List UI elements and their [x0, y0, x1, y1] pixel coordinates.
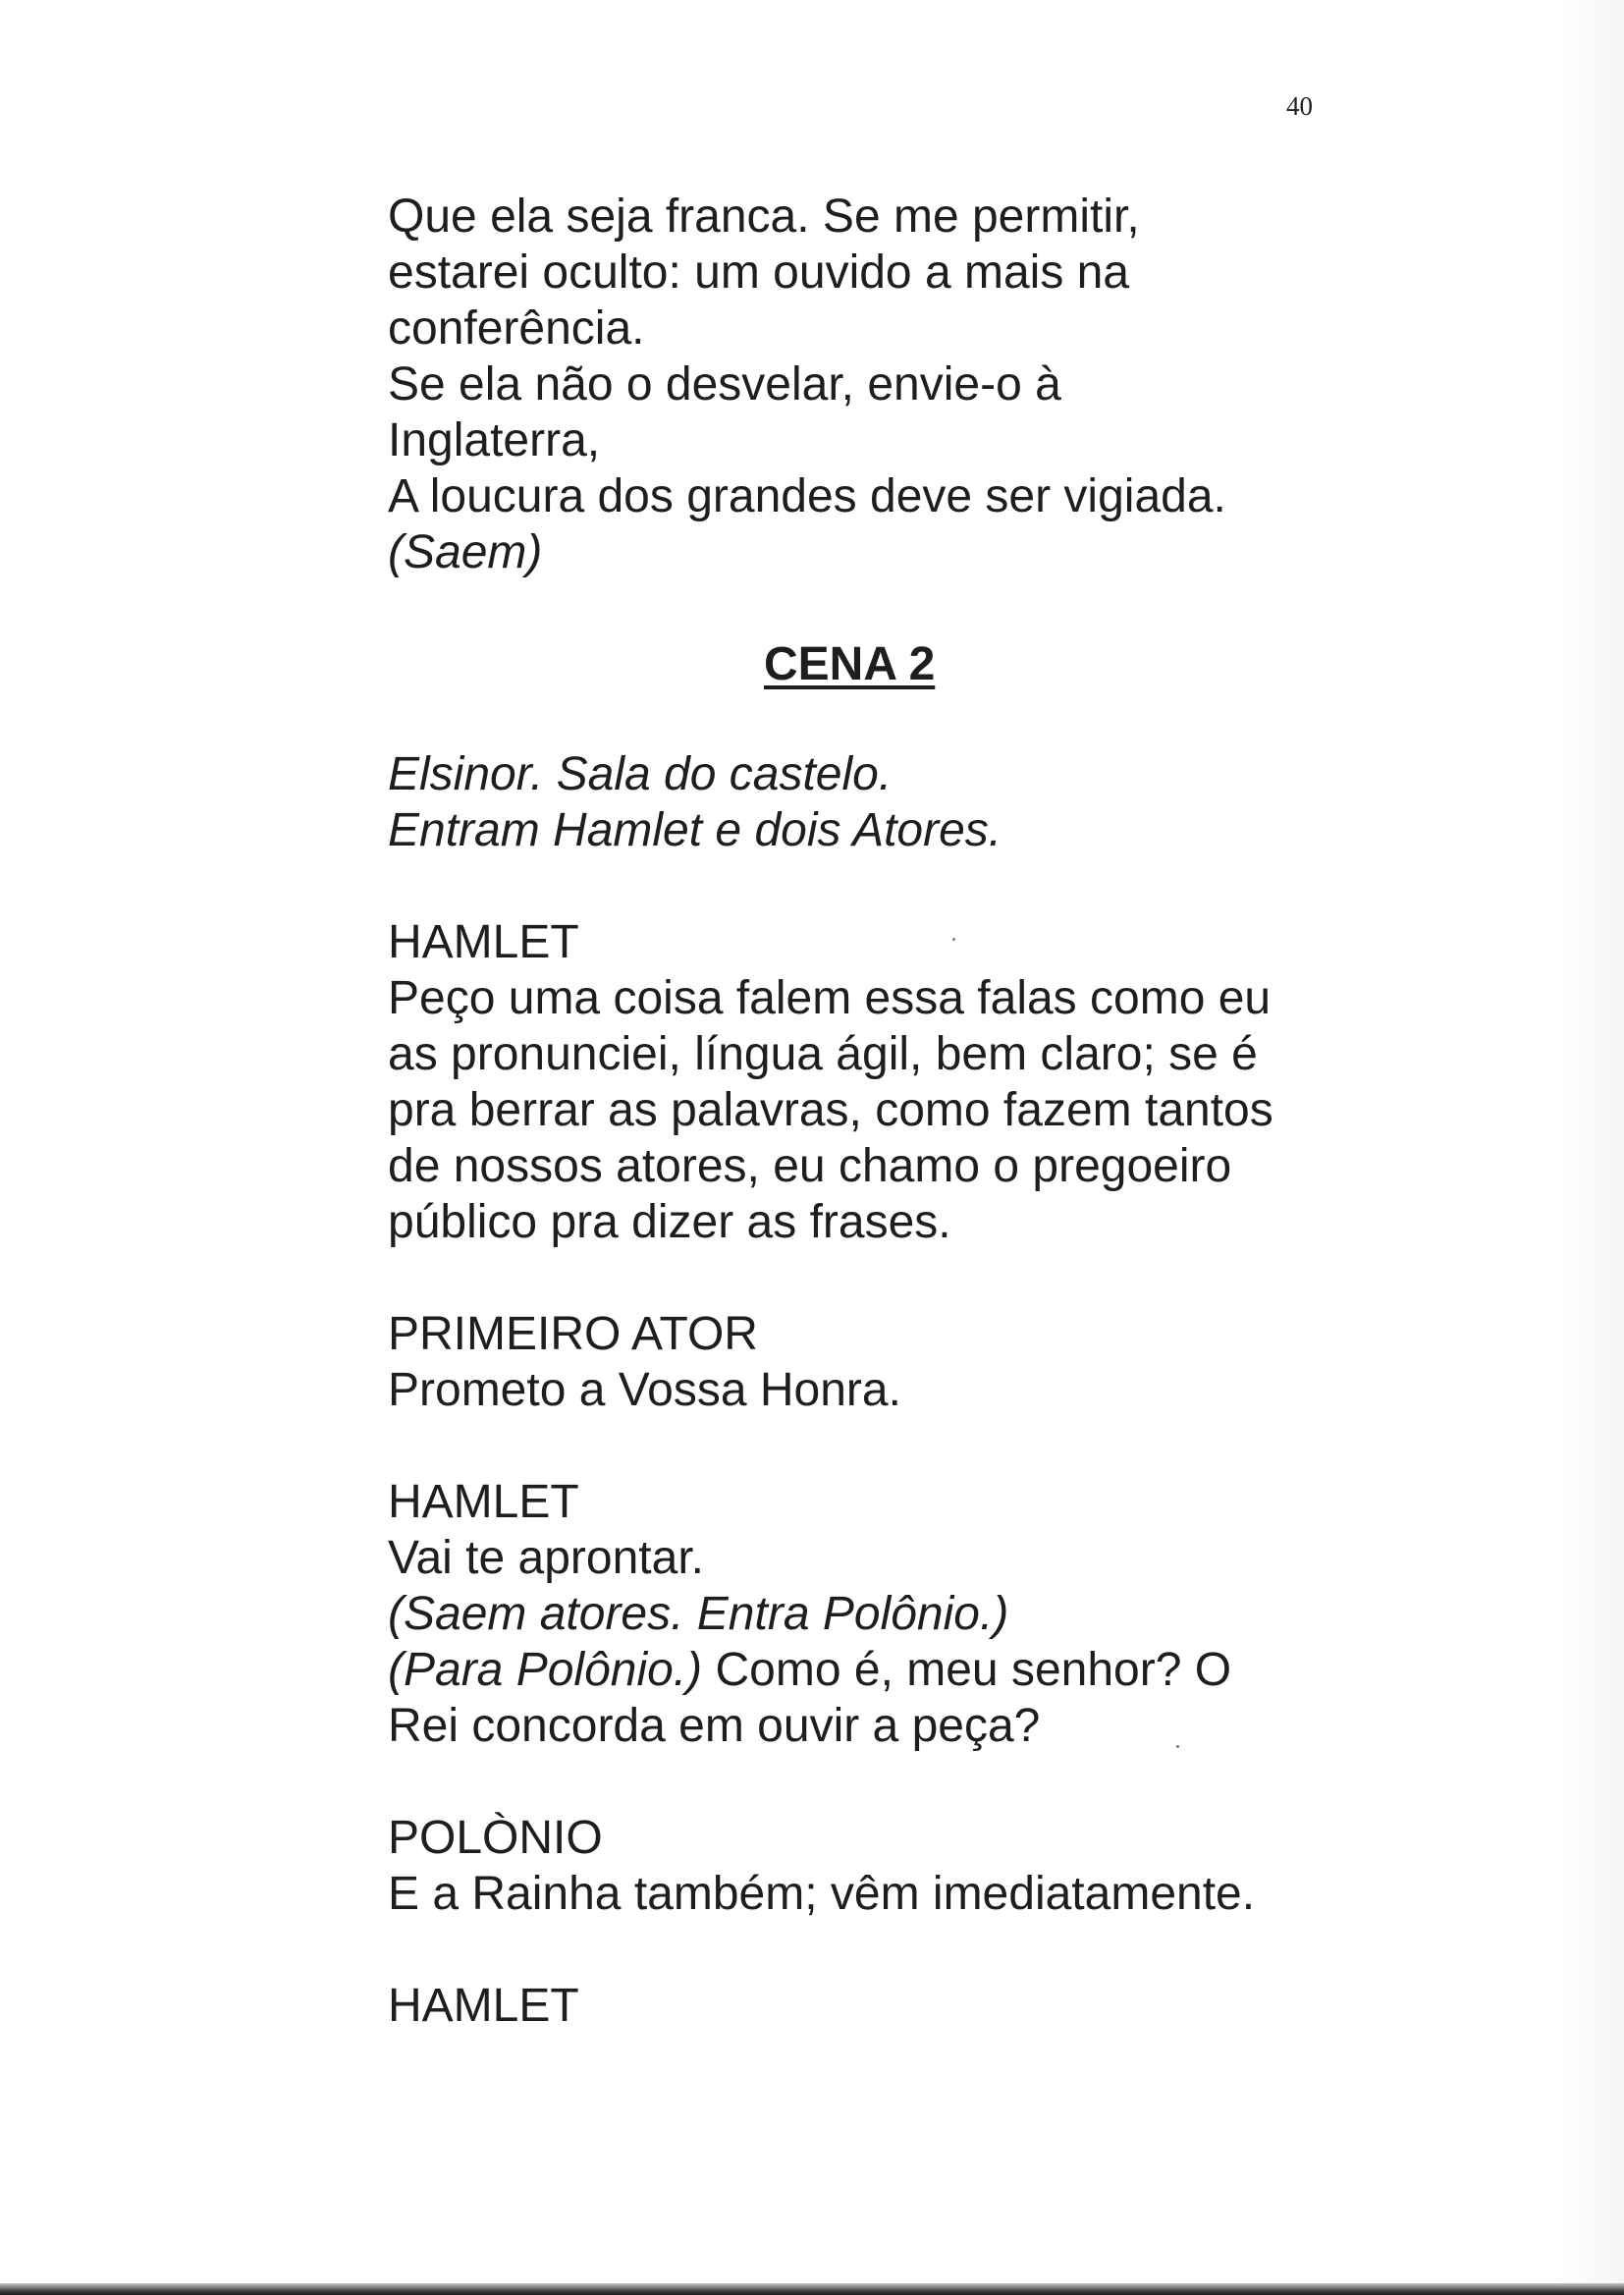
scene-title: CENA 2 — [764, 638, 936, 690]
setting-line: Elsinor. Sala do castelo. — [388, 748, 893, 800]
setting-line: Entram Hamlet e dois Atores. — [388, 804, 1002, 856]
speech-line: Rei concorda em ouvir a peça? — [388, 1700, 1041, 1752]
speech-line: de nossos atores, eu chamo o pregoeiro — [388, 1140, 1232, 1192]
speaker-name: HAMLET — [388, 916, 579, 968]
speech-line: Vai te aprontar. — [388, 1532, 704, 1584]
spacer — [388, 858, 1370, 914]
spacer — [388, 1922, 1370, 1978]
speech-line: público pra dizer as frases. — [388, 1196, 951, 1248]
speaker-name: PRIMEIRO ATOR — [388, 1308, 758, 1360]
speech-line: Que ela seja franca. Se me permitir, — [388, 191, 1140, 243]
speech-block-continuation — [388, 189, 1370, 580]
speech-line: Peço uma coisa falem essa falas como eu — [388, 972, 1272, 1024]
scan-shadow-right — [1555, 0, 1624, 2295]
speech-line: estarei oculto: um ouvido a mais na — [388, 246, 1130, 299]
speech-hamlet-1 — [388, 914, 1370, 1250]
spacer — [388, 1418, 1370, 1474]
speech-text: Como é, meu senhor? O — [702, 1644, 1232, 1696]
speech-line-mixed — [388, 1642, 1370, 1698]
script-page-body — [388, 189, 1370, 2034]
spacer — [388, 1754, 1370, 1810]
speech-polonio — [388, 1810, 1370, 1922]
spacer — [388, 580, 1370, 636]
spacer — [388, 692, 1370, 748]
scene-setting — [388, 746, 1370, 858]
speech-primeiro-ator — [388, 1306, 1370, 1418]
speech-line: as pronunciei, língua ágil, bem claro; se é — [388, 1028, 1258, 1080]
speech-line: A loucura dos grandes deve ser vigiada. — [388, 470, 1226, 522]
speaker-name: HAMLET — [388, 1980, 579, 2032]
scan-shadow-bottom — [0, 2283, 1624, 2295]
stage-direction: (Saem) — [388, 526, 543, 578]
speech-line: Inglaterra, — [388, 414, 601, 466]
speech-hamlet-2 — [388, 1474, 1370, 1754]
speaker-name: HAMLET — [388, 1476, 579, 1528]
speech-line: pra berrar as palavras, como fazem tantos — [388, 1084, 1273, 1136]
speaker-name: POLÒNIO — [388, 1812, 603, 1864]
page-number: 40 — [1286, 91, 1313, 121]
speech-line: Prometo a Vossa Honra. — [388, 1364, 901, 1416]
stage-direction: (Saem atores. Entra Polônio.) — [388, 1588, 1009, 1640]
speech-hamlet-3 — [388, 1978, 1370, 2034]
stage-direction-inline: (Para Polônio.) — [388, 1644, 703, 1696]
speech-line: Se ela não o desvelar, envie-o à — [388, 358, 1061, 410]
speech-line: E a Rainha também; vêm imediatamente. — [388, 1868, 1256, 1920]
speech-line: conferência. — [388, 302, 645, 355]
spacer — [388, 1250, 1370, 1306]
